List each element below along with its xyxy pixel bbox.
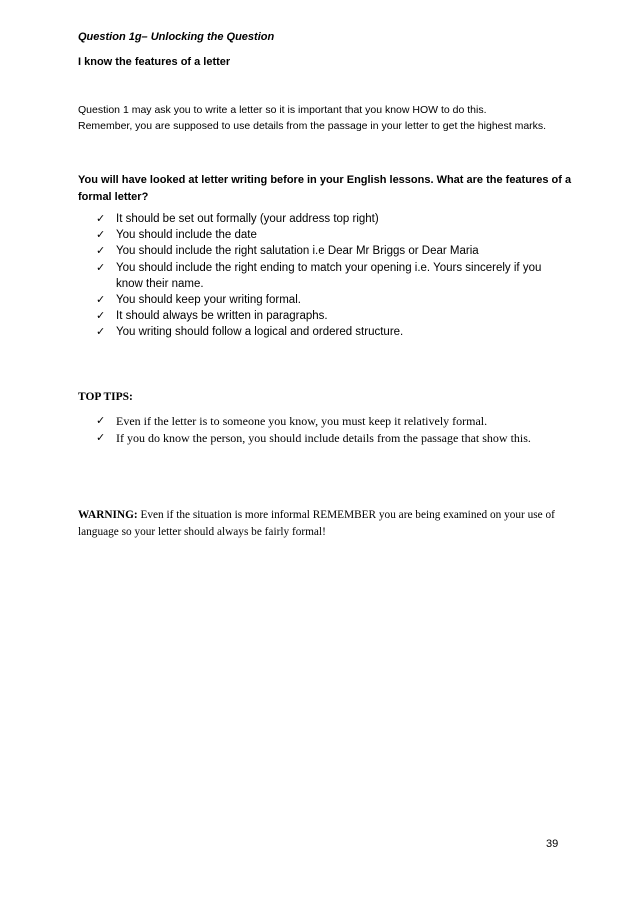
list-item [96,413,566,430]
list-item-text: You should include the right salutation i.e Dear Mr Briggs or Dear Maria [116,245,479,258]
checkmark-icon: ✓ [96,260,106,274]
page-number: 39 [546,838,559,850]
checkmark-icon: ✓ [96,244,106,258]
list-item [96,211,566,227]
list-item [96,308,566,324]
section-subtitle: I know the features of a letter [78,56,231,68]
warning-text: Even if the situation is more informal REMEMBER you are being examined on your use of language so your letter should always be fairly formal! [78,509,555,538]
list-item-text: If you do know the person, you should include details from the passage that show this. [116,430,531,445]
intro-line: Remember, you are supposed to use details from the passage in your letter to get the highest marks. [78,120,547,132]
checkmark-icon: ✓ [96,325,106,339]
list-item [96,324,566,340]
intro-paragraph [78,102,578,134]
list-item-text: You should include the right ending to match your opening i.e. Yours sincerely if you know their name. [116,261,542,290]
list-item [96,227,566,243]
list-item-text: Even if the letter is to someone you know, you must keep it relatively formal. [116,414,488,428]
checkmark-icon: ✓ [96,228,106,242]
intro-line: Question 1 may ask you to write a letter so it is important that you know HOW to do this. [78,104,487,116]
checkmark-icon: ✓ [96,430,106,444]
features-list [96,211,566,341]
list-item-text: You should include the date [116,229,257,242]
list-item [96,292,566,308]
list-item [96,430,566,447]
list-item-text: You writing should follow a logical and ordered structure. [116,326,404,339]
checkmark-icon: ✓ [96,212,106,225]
checkmark-icon: ✓ [96,414,106,427]
list-item-text: It should be set out formally (your address top right) [116,213,379,225]
top-tips-list [96,413,566,446]
list-item [96,260,566,292]
question-prompt: You will have looked at letter writing before in your English lessons. What are the features of a formal letter? [78,174,572,203]
checkmark-icon: ✓ [96,293,106,307]
top-tips-heading: TOP TIPS: [78,391,133,403]
list-item [96,243,566,259]
checkmark-icon: ✓ [96,309,106,323]
list-item-text: You should keep your writing formal. [116,294,301,307]
warning-label: WARNING: [78,509,138,521]
list-item-text: It should always be written in paragraphs. [116,310,328,323]
section-title: Question 1g– Unlocking the Question [78,31,275,43]
warning-note [78,507,568,541]
